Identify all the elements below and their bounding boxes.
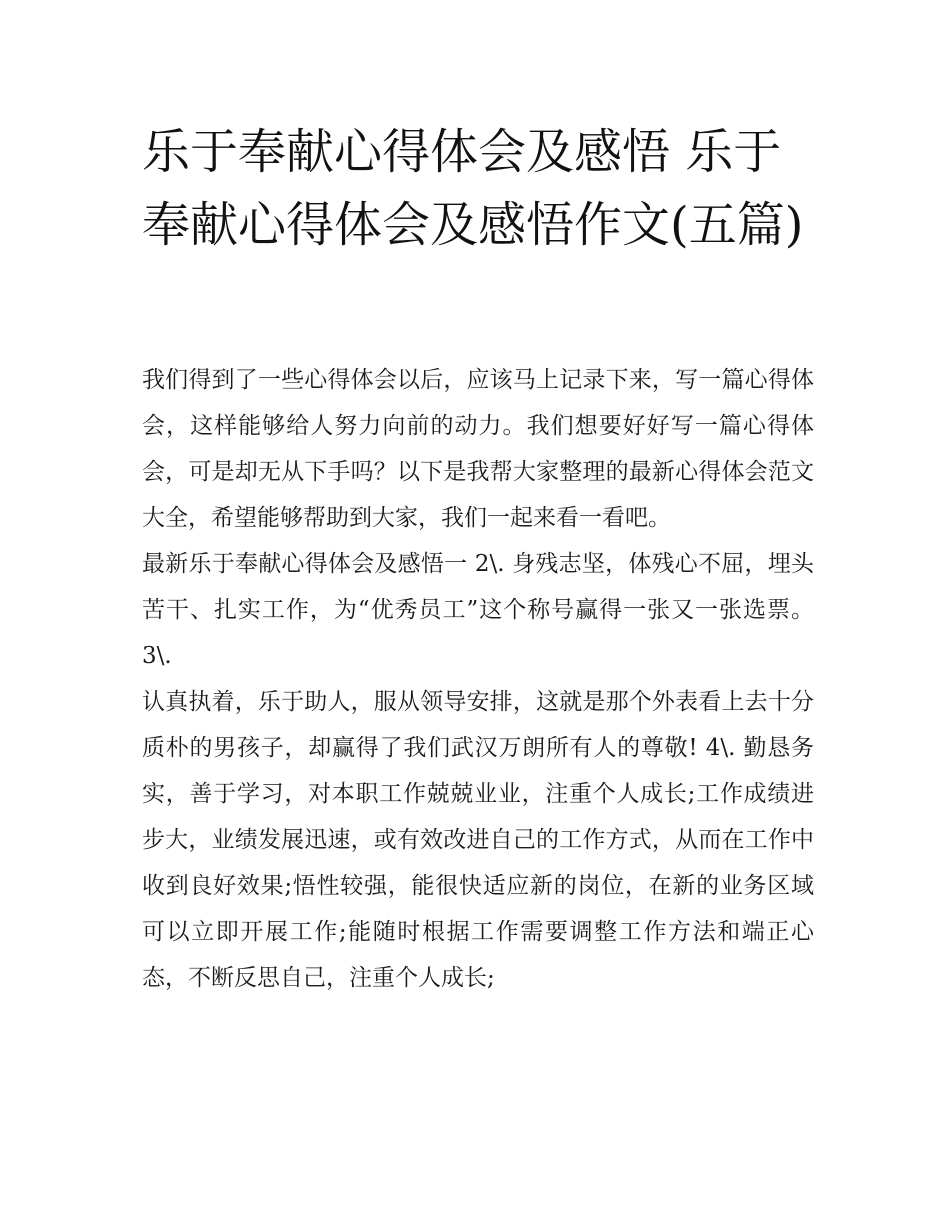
document-title: 乐于奉献心得体会及感悟 乐于奉献心得体会及感悟作文(五篇) bbox=[142, 124, 804, 253]
section-one-paragraph: 最新乐于奉献心得体会及感悟一 2\. 身残志坚，体残心不屈，埋头苦干、扎实工作，为“优秀员工”这个称号赢得一张又一张选票。 3\. bbox=[142, 551, 814, 669]
document-body bbox=[142, 357, 814, 1001]
intro-paragraph: 我们得到了一些心得体会以后，应该马上记录下来，写一篇心得体会，这样能够给人努力向前的动力。我们想要好好写一篇心得体会，可是却无从下手吗？以下是我帮大家整理的最新心得体会范文大全，希望能够帮助到大家，我们一起来看一看吧。 bbox=[142, 367, 814, 531]
section-one-continued-paragraph: 认真执着，乐于助人，服从领导安排，这就是那个外表看上去十分质朴的男孩子，却赢得了我们武汉万朗所有人的尊敬! 4\. 勤恳务实，善于学习，对本职工作兢兢业业，注重个人成长;工作成绩进步大，业绩发展迅速，或有效改进自己的工作方式，从而在工作中收到良好效果;悟性较强，能很快适应新的岗位，在新的业务区域可以立即开展工作;能随时根据工作需要调整工作方法和端正心态，不断反思自己，注重个人成长; bbox=[142, 689, 814, 991]
